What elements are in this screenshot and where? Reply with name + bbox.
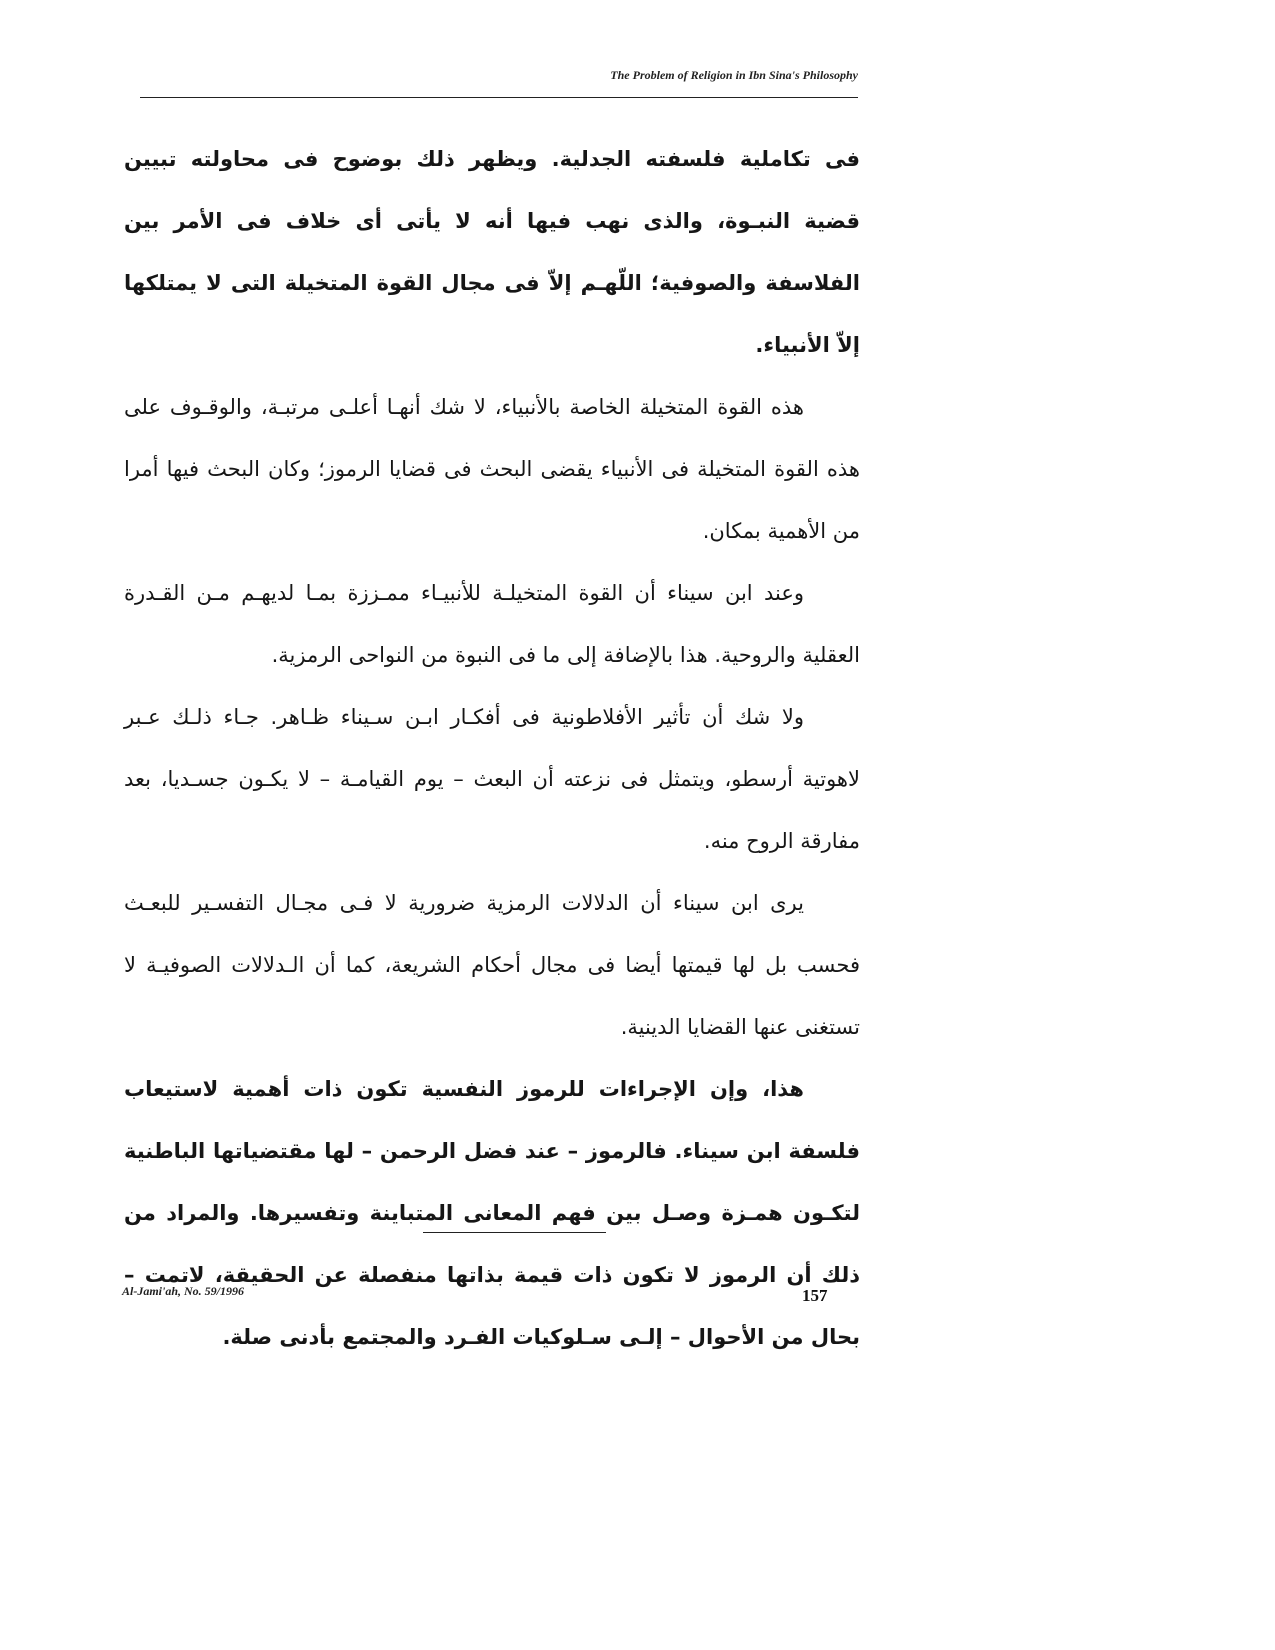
journal-citation: Al-Jami'ah, No. 59/1996 (122, 1284, 245, 1298)
header-rule (140, 97, 858, 98)
footnote-rule (423, 1232, 606, 1233)
paragraph-5: يرى ابن سيناء أن الدلالات الرمزية ضرورية لا فـى مجـال التفسـير للبعـث فحسب بل لها قيمتها أيضا فى مجال أحكام الشريعة، كما أن الـدلالات الصوفيـة لا تستغنى عنها القضايا الدينية. (124, 891, 860, 1039)
paragraph-6: هذا، وإن الإجراءات للرموز النفسية تكون ذات أهمية لاستيعاب فلسفة ابن سيناء. فالرموز – عند فضل الرحمن – لها مقتضياتها الباطنية لتكـون همـزة وصـل بين فهم المعانى المتباينة وتفسيرها. والمراد من ذلك أن الرموز لا تكون ذات قيمة بذاتها منفصلة عن الحقيقة، لاتمت – بحال من الأحوال – إلـى سـلوكيات الفـرد والمجتمع بأدنى صلة. (124, 1077, 860, 1349)
running-header-title: The Problem of Religion in Ibn Sina's Philosophy (610, 68, 858, 82)
paragraph-3: وعند ابن سيناء أن القوة المتخيلـة للأنبيـاء ممـززة بمـا لديهـم مـن القـدرة العقلية والروحية. هذا بالإضافة إلى ما فى النبوة من النواحى الرمزية. (124, 581, 860, 667)
paragraph-2: هذه القوة المتخيلة الخاصة بالأنبياء، لا شك أنهـا أعلـى مرتبـة، والوقـوف على هذه القوة المتخيلة فى الأنبياء يقضى البحث فى قضايا الرموز؛ وكان البحث فيها أمرا من الأهمية بمكان. (124, 395, 860, 543)
body-text (124, 128, 860, 1368)
paragraph-1: فى تكاملية فلسفته الجدلية. ويظهر ذلك بوضوح فى محاولته تبيين قضية النبـوة، والذى نهب فيها أنه لا يأتى أى خلاف فى الأمر بين الفلاسفة والصوفية؛ اللّهـم إلاّ فى مجال القوة المتخيلة التى لا يمتلكها إلاّ الأنبياء. (124, 147, 860, 357)
paragraph-4: ولا شك أن تأثير الأفلاطونية فى أفكـار ابـن سـيناء ظـاهر. جـاء ذلـك عـبر لاهوتية أرسطو، ويتمثل فى نزعته أن البعث – يوم القيامـة – لا يكـون جسـديا، بعد مفارقة الروح منه. (124, 705, 860, 853)
page-number: 157 (802, 1286, 828, 1305)
